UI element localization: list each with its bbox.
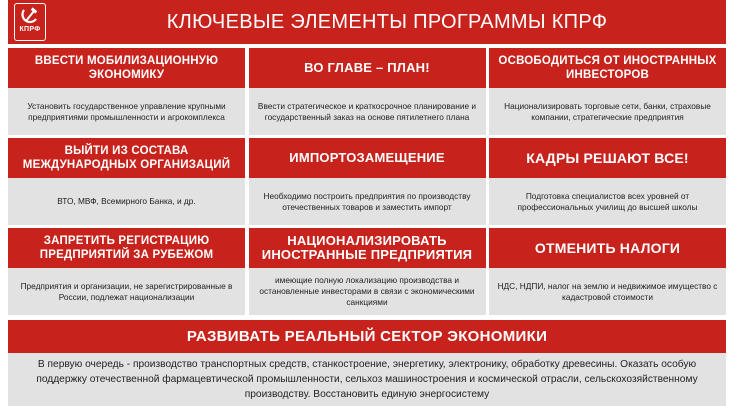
program-cell — [8, 138, 245, 225]
cell-title: ОТМЕНИТЬ НАЛОГИ — [489, 228, 726, 268]
cell-title: ИМПОРТОЗАМЕЩЕНИЕ — [249, 138, 486, 178]
cell-body: Установить государственное управление крупными предприятиями промышленности и агрокомплекса — [8, 88, 245, 135]
cell-body: Необходимо построить предприятия по производству отечественных товаров и заместить импорт — [249, 178, 486, 225]
header-banner — [8, 0, 726, 44]
cell-body: Национализировать торговые сети, банки, страховые компании, стратегические предприятия — [489, 88, 726, 135]
cell-body: НДС, НДПИ, налог на землю и недвижимое имущество с кадастровой стоимости — [489, 268, 726, 315]
cell-title: ВВЕСТИ МОБИЛИЗАЦИОННУЮ ЭКОНОМИКУ — [8, 48, 245, 88]
cell-body: Предприятия и организации, не зарегистрированные в России, подлежат национализации — [8, 268, 245, 315]
program-cell — [249, 138, 486, 225]
cell-title: ВО ГЛАВЕ – ПЛАН! — [249, 48, 486, 88]
bottom-section-title: РАЗВИВАТЬ РЕАЛЬНЫЙ СЕКТОР ЭКОНОМИКИ — [8, 320, 726, 353]
cell-body: Подготовка специалистов всех уровней от профессиональных училищ до высшей школы — [489, 178, 726, 225]
program-cell — [489, 138, 726, 225]
program-cell — [489, 48, 726, 135]
bottom-section-body: В первую очередь - производство транспортных средств, станкостроение, энергетику, электронику, обработку древесины. Оказать особую поддержку отечественной фармацевтической промышленности, сельхоз машиностроения и космической отрасли, сельскохозяйственному производству. Восстановить единую энергосистему — [8, 353, 726, 406]
logo-text: КПРФ — [19, 26, 41, 33]
cell-body: имеющие полную локализацию производства и остановленные инвесторами в связи с экономическими санкциями — [249, 268, 486, 315]
cell-body: Ввести стратегическое и краткосрочное планирование и государственный заказ на основе пятилетнего плана — [249, 88, 486, 135]
cell-body: ВТО, МВФ, Всемирного Банка, и др. — [8, 178, 245, 225]
cell-title: ОСВОБОДИТЬСЯ ОТ ИНОСТРАННЫХ ИНВЕСТОРОВ — [489, 48, 726, 88]
program-cell — [249, 228, 486, 315]
program-cell — [489, 228, 726, 315]
program-cell — [8, 228, 245, 315]
cell-title: ВЫЙТИ ИЗ СОСТАВА МЕЖДУНАРОДНЫХ ОРГАНИЗАЦИЙ — [8, 138, 245, 178]
cell-title: ЗАПРЕТИТЬ РЕГИСТРАЦИЮ ПРЕДПРИЯТИЙ ЗА РУБЕЖОМ — [8, 228, 245, 268]
cell-title: КАДРЫ РЕШАЮТ ВСЕ! — [489, 138, 726, 178]
page-title: КЛЮЧЕВЫЕ ЭЛЕМЕНТЫ ПРОГРАММЫ КПРФ — [166, 10, 608, 33]
cell-title: НАЦИОНАЛИЗИРОВАТЬ ИНОСТРАННЫЕ ПРЕДПРИЯТИЯ — [249, 228, 486, 268]
program-grid — [8, 48, 726, 315]
program-cell — [249, 48, 486, 135]
program-cell — [8, 48, 245, 135]
